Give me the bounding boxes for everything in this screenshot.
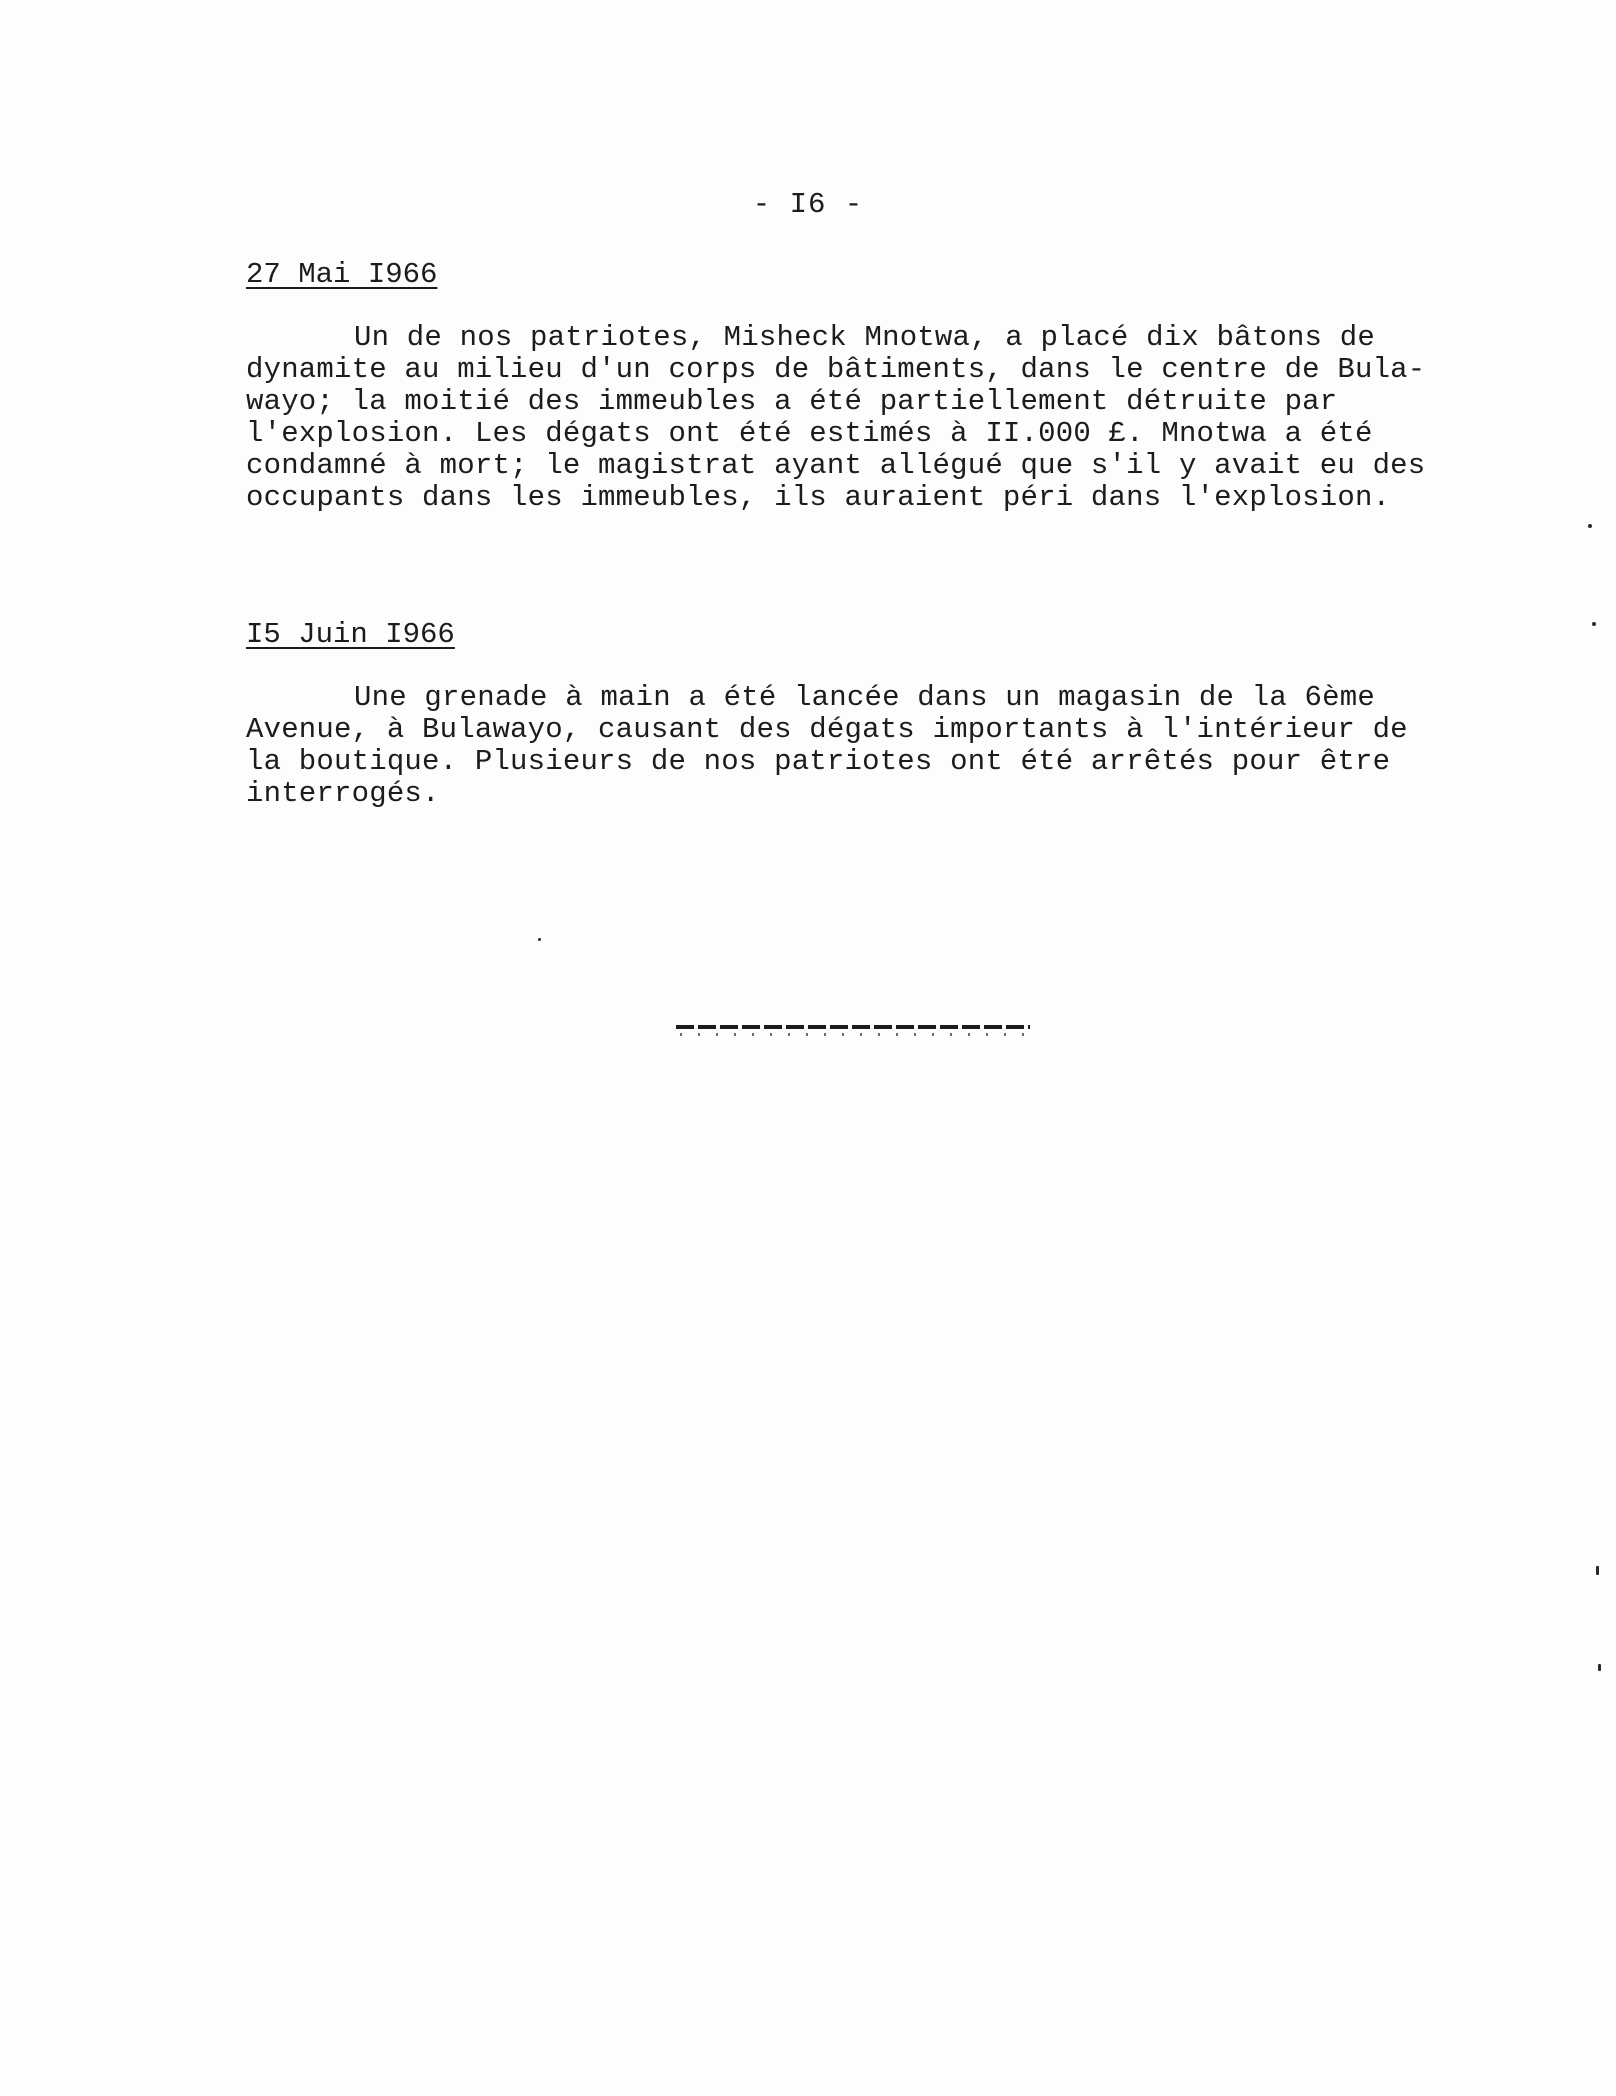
section-heading-27-mai: 27 Mai I966	[246, 258, 438, 291]
divider-ticks	[680, 1033, 1030, 1036]
text-line: dynamite au milieu d'un corps de bâtiments, dans le centre de Bula-	[246, 353, 1426, 386]
text-line: l'explosion. Les dégats ont été estimés à II.000 £. Mnotwa a été	[246, 417, 1373, 450]
text-line: la boutique. Plusieurs de nos patriotes ont été arrêtés pour être	[246, 745, 1391, 778]
scan-speck	[1592, 622, 1596, 626]
text-line: Une grenade à main a été lancée dans un magasin de la 6ème	[354, 681, 1375, 714]
text-line: interrogés.	[246, 777, 440, 810]
text-line: Avenue, à Bulawayo, causant des dégats importants à l'intérieur de	[246, 713, 1408, 746]
scan-speck	[1588, 524, 1592, 528]
scan-speck	[1598, 1664, 1601, 1671]
page-number: - I6 -	[752, 188, 864, 221]
text-line: occupants dans les immeubles, ils auraient péri dans l'explosion.	[246, 481, 1391, 514]
section-divider	[676, 1025, 1030, 1035]
paragraph-15-juin	[246, 682, 1408, 810]
text-line: condamné à mort; le magistrat ayant allégué que s'il y avait eu des	[246, 449, 1426, 482]
text-line: Un de nos patriotes, Misheck Mnotwa, a placé dix bâtons de	[354, 321, 1375, 354]
text-line: wayo; la moitié des immeubles a été partiellement détruite par	[246, 385, 1338, 418]
scan-speck	[538, 938, 541, 941]
paragraph-27-mai	[246, 322, 1425, 514]
section-heading-15-juin: I5 Juin I966	[246, 618, 455, 651]
scan-speck	[1596, 1566, 1599, 1575]
divider-dashes	[676, 1025, 1030, 1029]
